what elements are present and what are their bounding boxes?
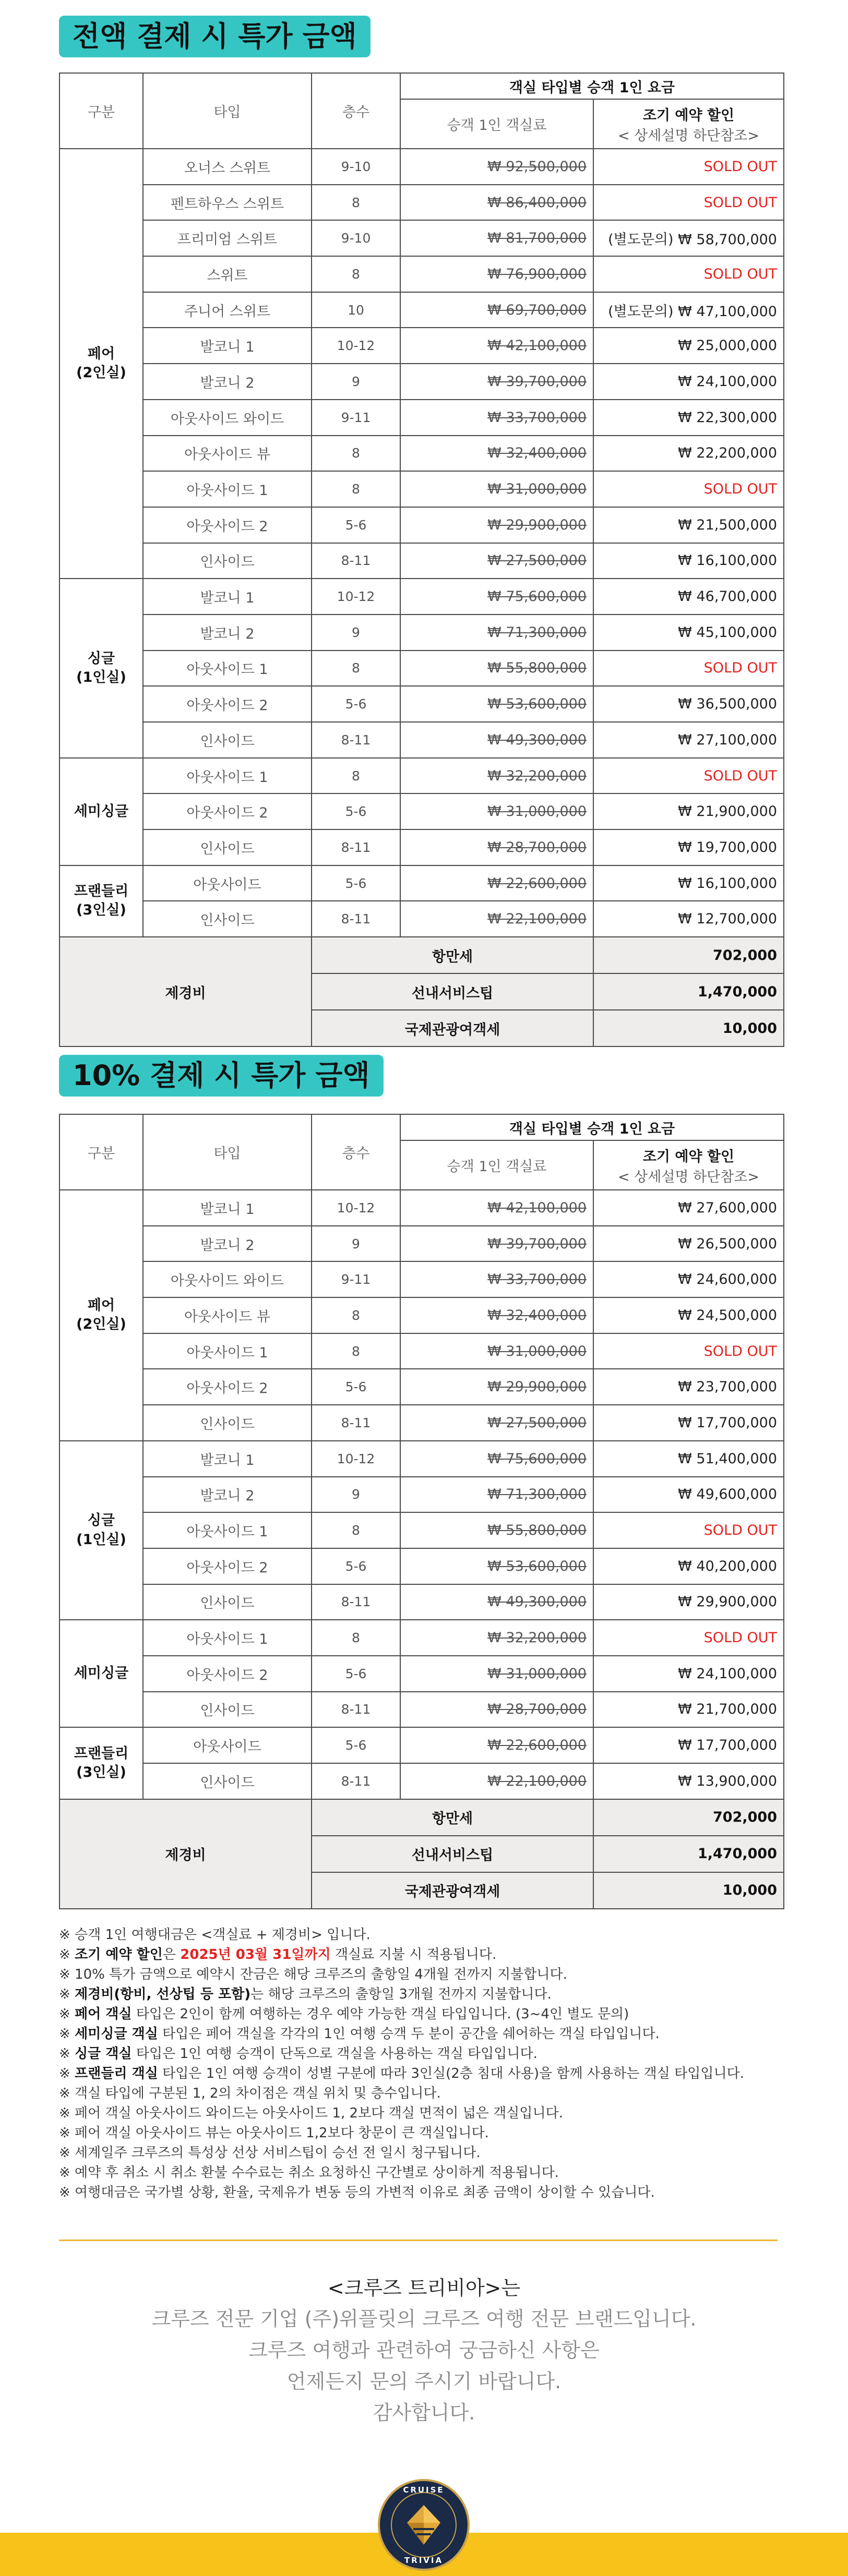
original-price: ₩ 22,600,000 bbox=[400, 1727, 593, 1763]
room-type: 아웃사이드 1 bbox=[143, 1620, 312, 1656]
original-price: ₩ 22,100,000 bbox=[400, 901, 593, 937]
original-price: ₩ 53,600,000 bbox=[400, 1548, 593, 1584]
room-type: 주니어 스위트 bbox=[143, 292, 312, 328]
category-label: 프랜들리 (3인실) bbox=[59, 1727, 143, 1799]
note-text: 타입은 1인 여행 승객이 성별 구분에 따라 3인실(2층 침대 사용)을 함께 사용하는 객실 타입입니다. bbox=[158, 2066, 744, 2081]
original-price: ₩ 22,100,000 bbox=[400, 1763, 593, 1799]
note-text: ※ bbox=[59, 2026, 75, 2042]
original-price: ₩ 76,900,000 bbox=[400, 256, 593, 292]
header-early bbox=[593, 99, 784, 149]
note-item bbox=[59, 2064, 790, 2084]
discount-price: ₩ 13,900,000 bbox=[593, 1763, 784, 1799]
note-text: 싱글 객실 bbox=[75, 2046, 132, 2062]
room-floor: 9 bbox=[312, 364, 400, 400]
room-type: 인사이드 bbox=[143, 1405, 312, 1441]
notes-list bbox=[59, 1925, 790, 2202]
original-price: ₩ 33,700,000 bbox=[400, 1261, 593, 1297]
table-row bbox=[59, 1441, 784, 1477]
note-text: 은 bbox=[162, 1947, 181, 1963]
fee-value: 10,000 bbox=[593, 1872, 784, 1909]
note-item bbox=[59, 2004, 790, 2024]
sold-out-badge: SOLD OUT bbox=[593, 149, 784, 185]
original-price: ₩ 55,800,000 bbox=[400, 651, 593, 687]
header-early bbox=[593, 1140, 784, 1190]
discount-price: ₩ 25,000,000 bbox=[593, 328, 784, 364]
table-row bbox=[59, 543, 784, 579]
original-price: ₩ 28,700,000 bbox=[400, 1692, 593, 1728]
fee-value: 702,000 bbox=[593, 1799, 784, 1836]
price-table-ten bbox=[59, 1114, 784, 1909]
room-type: 아웃사이드 2 bbox=[143, 686, 312, 722]
original-price: ₩ 75,600,000 bbox=[400, 1441, 593, 1477]
note-item bbox=[59, 1925, 790, 1945]
room-type: 발코니 1 bbox=[143, 1441, 312, 1477]
note-text: 페어 객실 bbox=[75, 2006, 132, 2022]
discount-price: ₩ 23,700,000 bbox=[593, 1369, 784, 1405]
note-text: ※ 페어 객실 아웃사이드 뷰는 아웃사이드 1,2보다 창문이 큰 객실입니다. bbox=[59, 2125, 489, 2141]
original-price: ₩ 32,400,000 bbox=[400, 1297, 593, 1333]
room-floor: 8 bbox=[312, 1297, 400, 1333]
room-floor: 8 bbox=[312, 651, 400, 687]
original-price: ₩ 31,000,000 bbox=[400, 1656, 593, 1692]
note-text: 객실료 지불 시 적용됩니다. bbox=[330, 1947, 497, 1963]
room-type: 프리미엄 스위트 bbox=[143, 220, 312, 256]
fee-name: 항만세 bbox=[312, 937, 593, 973]
room-floor: 8 bbox=[312, 436, 400, 472]
room-type: 아웃사이드 2 bbox=[143, 507, 312, 543]
room-floor: 8 bbox=[312, 1620, 400, 1656]
discount-price: ₩ 24,100,000 bbox=[593, 1656, 784, 1692]
category-label: 페어 (2인실) bbox=[59, 149, 143, 579]
fee-value: 1,470,000 bbox=[593, 1836, 784, 1872]
original-price: ₩ 31,000,000 bbox=[400, 471, 593, 507]
room-floor: 8-11 bbox=[312, 1692, 400, 1728]
sold-out-badge: SOLD OUT bbox=[593, 1620, 784, 1656]
fee-label: 제경비 bbox=[59, 1799, 312, 1909]
room-floor: 5-6 bbox=[312, 865, 400, 901]
room-type: 아웃사이드 2 bbox=[143, 793, 312, 829]
note-item bbox=[59, 1965, 790, 1984]
discount-price: ₩ 21,500,000 bbox=[593, 507, 784, 543]
discount-price: ₩ 21,700,000 bbox=[593, 1692, 784, 1728]
header-early-label: 조기 예약 할인 bbox=[642, 107, 735, 124]
table-row bbox=[59, 1226, 784, 1262]
note-text: ※ bbox=[59, 1947, 75, 1963]
original-price: ₩ 31,000,000 bbox=[400, 793, 593, 829]
fee-name: 선내서비스팁 bbox=[312, 1836, 593, 1872]
room-type: 인사이드 bbox=[143, 1763, 312, 1799]
table-row bbox=[59, 1190, 784, 1226]
room-type: 인사이드 bbox=[143, 722, 312, 758]
original-price: ₩ 69,700,000 bbox=[400, 292, 593, 328]
original-price: ₩ 33,700,000 bbox=[400, 400, 593, 436]
table-row bbox=[59, 220, 784, 256]
room-type: 발코니 2 bbox=[143, 364, 312, 400]
discount-price: ₩ 17,700,000 bbox=[593, 1405, 784, 1441]
original-price: ₩ 86,400,000 bbox=[400, 185, 593, 221]
category-label: 세미싱글 bbox=[59, 758, 143, 865]
original-price: ₩ 49,300,000 bbox=[400, 722, 593, 758]
room-type: 아웃사이드 1 bbox=[143, 758, 312, 794]
original-price: ₩ 39,700,000 bbox=[400, 1226, 593, 1262]
brand-heading: <크루즈 트리비아>는 bbox=[327, 2277, 521, 2300]
table-row bbox=[59, 471, 784, 507]
room-floor: 8 bbox=[312, 256, 400, 292]
discount-price: ₩ 16,100,000 bbox=[593, 543, 784, 579]
room-floor: 9-11 bbox=[312, 1261, 400, 1297]
sold-out-badge: SOLD OUT bbox=[593, 256, 784, 292]
room-floor: 9 bbox=[312, 615, 400, 651]
original-price: ₩ 71,300,000 bbox=[400, 1477, 593, 1513]
note-item bbox=[59, 2163, 790, 2183]
note-item bbox=[59, 2103, 790, 2123]
discount-price: ₩ 24,100,000 bbox=[593, 364, 784, 400]
original-price: ₩ 39,700,000 bbox=[400, 364, 593, 400]
room-floor: 9-10 bbox=[312, 149, 400, 185]
note-item bbox=[59, 1945, 790, 1965]
room-type: 발코니 1 bbox=[143, 1190, 312, 1226]
room-type: 오너스 스위트 bbox=[143, 149, 312, 185]
discount-price: ₩ 46,700,000 bbox=[593, 579, 784, 615]
room-floor: 8 bbox=[312, 758, 400, 794]
discount-price: ₩ 36,500,000 bbox=[593, 686, 784, 722]
note-text: ※ 객실 타입에 구분된 1, 2의 차이점은 객실 위치 및 층수입니다. bbox=[59, 2086, 441, 2101]
discount-price: ₩ 22,200,000 bbox=[593, 436, 784, 472]
room-floor: 8-11 bbox=[312, 829, 400, 865]
room-floor: 8-11 bbox=[312, 1405, 400, 1441]
table-row bbox=[59, 1261, 784, 1297]
discount-price: ₩ 16,100,000 bbox=[593, 865, 784, 901]
header-group: 객실 타입별 승객 1인 요금 bbox=[400, 1114, 784, 1140]
original-price: ₩ 31,000,000 bbox=[400, 1333, 593, 1369]
fee-name: 국제관광여객세 bbox=[312, 1872, 593, 1909]
brand-line: 언제든지 문의 주시기 바랍니다. bbox=[286, 2370, 562, 2393]
room-floor: 5-6 bbox=[312, 686, 400, 722]
note-text: 타입은 페어 객실을 각각의 1인 여행 승객 두 분이 공간을 쉐어하는 객실 타입입니다. bbox=[158, 2026, 660, 2042]
table-row bbox=[59, 436, 784, 472]
header-early-label: 조기 예약 할인 bbox=[642, 1148, 735, 1165]
room-floor: 10-12 bbox=[312, 328, 400, 364]
room-floor: 5-6 bbox=[312, 1656, 400, 1692]
brand-lines bbox=[0, 2303, 848, 2428]
room-type: 아웃사이드 뷰 bbox=[143, 436, 312, 472]
original-price: ₩ 27,500,000 bbox=[400, 1405, 593, 1441]
table-row bbox=[59, 1477, 784, 1513]
room-floor: 9 bbox=[312, 1477, 400, 1513]
note-text: ※ 세계일주 크루즈의 특성상 선상 서비스팁이 승선 전 일시 청구됩니다. bbox=[59, 2145, 481, 2161]
sold-out-badge: SOLD OUT bbox=[593, 651, 784, 687]
divider bbox=[59, 2240, 778, 2241]
note-text: 는 해당 크루즈의 출항일 3개월 전까지 지불합니다. bbox=[250, 1987, 552, 2002]
header-gubun: 구분 bbox=[59, 73, 143, 149]
table-row bbox=[59, 793, 784, 829]
note-text: ※ 여행대금은 국가별 상황, 환율, 국제유가 변동 등의 가변적 이유로 최종 금액이 상이할 수 있습니다. bbox=[59, 2185, 655, 2200]
table-row bbox=[59, 1548, 784, 1584]
room-floor: 10-12 bbox=[312, 1190, 400, 1226]
room-type: 인사이드 bbox=[143, 901, 312, 937]
header-floor: 층수 bbox=[312, 1114, 400, 1190]
original-price: ₩ 22,600,000 bbox=[400, 865, 593, 901]
room-floor: 9-10 bbox=[312, 220, 400, 256]
room-type: 아웃사이드 1 bbox=[143, 651, 312, 687]
fee-name: 항만세 bbox=[312, 1799, 593, 1836]
table-row bbox=[59, 1405, 784, 1441]
room-floor: 8-11 bbox=[312, 1584, 400, 1620]
discount-price: ₩ 29,900,000 bbox=[593, 1584, 784, 1620]
discount-price: ₩ 40,200,000 bbox=[593, 1548, 784, 1584]
table-row bbox=[59, 865, 784, 901]
table-row bbox=[59, 1297, 784, 1333]
category-label: 페어 (2인실) bbox=[59, 1190, 143, 1441]
table-row bbox=[59, 615, 784, 651]
table-row bbox=[59, 364, 784, 400]
room-floor: 5-6 bbox=[312, 1548, 400, 1584]
room-type: 인사이드 bbox=[143, 543, 312, 579]
fee-name: 국제관광여객세 bbox=[312, 1010, 593, 1046]
note-item bbox=[59, 2084, 790, 2103]
room-type: 발코니 2 bbox=[143, 615, 312, 651]
table-row bbox=[59, 1369, 784, 1405]
category-label: 싱글 (1인실) bbox=[59, 1441, 143, 1620]
discount-price: ₩ 27,100,000 bbox=[593, 722, 784, 758]
note-text: ※ 예약 후 취소 시 취소 환불 수수료는 취소 요청하신 구간별로 상이하게 적용됩니다. bbox=[59, 2165, 559, 2181]
room-floor: 9-11 bbox=[312, 400, 400, 436]
discount-price: ₩ 27,600,000 bbox=[593, 1190, 784, 1226]
original-price: ₩ 29,900,000 bbox=[400, 507, 593, 543]
brand-line: 크루즈 여행과 관련하여 궁금하신 사항은 bbox=[248, 2339, 600, 2362]
room-floor: 8 bbox=[312, 1333, 400, 1369]
table-row bbox=[59, 579, 784, 615]
header-gubun: 구분 bbox=[59, 1114, 143, 1190]
cruise-trivia-logo bbox=[377, 2478, 471, 2572]
table-row bbox=[59, 1692, 784, 1728]
category-label: 싱글 (1인실) bbox=[59, 579, 143, 757]
note-item bbox=[59, 2123, 790, 2143]
fee-value: 702,000 bbox=[593, 937, 784, 973]
room-type: 아웃사이드 1 bbox=[143, 471, 312, 507]
room-type: 아웃사이드 뷰 bbox=[143, 1297, 312, 1333]
room-type: 아웃사이드 bbox=[143, 1727, 312, 1763]
table-row bbox=[59, 185, 784, 221]
table-row bbox=[59, 1656, 784, 1692]
category-label: 프랜들리 (3인실) bbox=[59, 865, 143, 937]
room-type: 아웃사이드 1 bbox=[143, 1512, 312, 1548]
room-floor: 8-11 bbox=[312, 543, 400, 579]
header-type: 타입 bbox=[143, 73, 312, 149]
discount-price: ₩ 24,600,000 bbox=[593, 1261, 784, 1297]
discount-price: (별도문의) ₩ 47,100,000 bbox=[593, 292, 784, 328]
discount-price: ₩ 19,700,000 bbox=[593, 829, 784, 865]
room-type: 발코니 1 bbox=[143, 328, 312, 364]
header-price: 승객 1인 객실료 bbox=[400, 1140, 593, 1190]
fee-row bbox=[59, 1799, 784, 1836]
original-price: ₩ 55,800,000 bbox=[400, 1512, 593, 1548]
note-text: ※ 10% 특가 금액으로 예약시 잔금은 해당 크루즈의 출항일 4개월 전까지 지불합니다. bbox=[59, 1967, 567, 1982]
discount-price: ₩ 51,400,000 bbox=[593, 1441, 784, 1477]
note-item bbox=[59, 2143, 790, 2163]
sold-out-badge: SOLD OUT bbox=[593, 1333, 784, 1369]
original-price: ₩ 75,600,000 bbox=[400, 579, 593, 615]
price-table-full bbox=[59, 73, 784, 1047]
table-row bbox=[59, 400, 784, 436]
note-text: ※ bbox=[59, 2006, 75, 2022]
note-text: 2025년 03월 31일까지 bbox=[180, 1947, 331, 1963]
table-row bbox=[59, 1584, 784, 1620]
note-text: 타입은 1인 여행 승객이 단독으로 객실을 사용하는 객실 타입입니다. bbox=[132, 2046, 538, 2062]
original-price: ₩ 81,700,000 bbox=[400, 220, 593, 256]
note-text: 조기 예약 할인 bbox=[75, 1947, 163, 1963]
room-type: 펜트하우스 스위트 bbox=[143, 185, 312, 221]
note-item bbox=[59, 2183, 790, 2202]
original-price: ₩ 32,200,000 bbox=[400, 1620, 593, 1656]
table-row bbox=[59, 651, 784, 687]
original-price: ₩ 42,100,000 bbox=[400, 1190, 593, 1226]
fee-row bbox=[59, 937, 784, 973]
note-text: 프랜들리 객실 bbox=[75, 2066, 158, 2081]
table-row bbox=[59, 292, 784, 328]
original-price: ₩ 27,500,000 bbox=[400, 543, 593, 579]
note-text: ※ bbox=[59, 1987, 75, 2002]
note-item bbox=[59, 2044, 790, 2064]
room-floor: 5-6 bbox=[312, 507, 400, 543]
header-group: 객실 타입별 승객 1인 요금 bbox=[400, 73, 784, 99]
discount-price: ₩ 22,300,000 bbox=[593, 400, 784, 436]
room-type: 아웃사이드 2 bbox=[143, 1548, 312, 1584]
category-label: 세미싱글 bbox=[59, 1620, 143, 1727]
discount-price: ₩ 24,500,000 bbox=[593, 1297, 784, 1333]
sold-out-badge: SOLD OUT bbox=[593, 1512, 784, 1548]
table-row bbox=[59, 1620, 784, 1656]
section-ten-title: 10% 결제 시 특가 금액 bbox=[59, 1055, 384, 1097]
logo-top-text: CRUISE bbox=[403, 2485, 445, 2495]
original-price: ₩ 32,400,000 bbox=[400, 436, 593, 472]
original-price: ₩ 28,700,000 bbox=[400, 829, 593, 865]
sold-out-badge: SOLD OUT bbox=[593, 758, 784, 794]
note-text: ※ 페어 객실 아웃사이드 와이드는 아웃사이드 1, 2보다 객실 면적이 넓은 객실입니다. bbox=[59, 2105, 564, 2121]
room-type: 아웃사이드 와이드 bbox=[143, 1261, 312, 1297]
header-type: 타입 bbox=[143, 1114, 312, 1190]
room-floor: 10 bbox=[312, 292, 400, 328]
header-early-sub: < 상세설명 하단참조> bbox=[617, 1169, 760, 1185]
fee-value: 1,470,000 bbox=[593, 973, 784, 1010]
fee-value: 10,000 bbox=[593, 1010, 784, 1046]
room-type: 발코니 2 bbox=[143, 1477, 312, 1513]
fee-label: 제경비 bbox=[59, 937, 312, 1046]
table-row bbox=[59, 758, 784, 794]
room-floor: 5-6 bbox=[312, 793, 400, 829]
original-price: ₩ 49,300,000 bbox=[400, 1584, 593, 1620]
note-text: ※ 승객 1인 여행대금은 <객실료 + 제경비> 입니다. bbox=[59, 1927, 371, 1943]
discount-price: ₩ 49,600,000 bbox=[593, 1477, 784, 1513]
room-type: 발코니 1 bbox=[143, 579, 312, 615]
original-price: ₩ 29,900,000 bbox=[400, 1369, 593, 1405]
discount-price: ₩ 12,700,000 bbox=[593, 901, 784, 937]
discount-price: ₩ 45,100,000 bbox=[593, 615, 784, 651]
note-text: 세미싱글 객실 bbox=[75, 2026, 158, 2042]
room-type: 아웃사이드 2 bbox=[143, 1369, 312, 1405]
room-type: 스위트 bbox=[143, 256, 312, 292]
original-price: ₩ 42,100,000 bbox=[400, 328, 593, 364]
room-type: 아웃사이드 2 bbox=[143, 1656, 312, 1692]
room-type: 아웃사이드 와이드 bbox=[143, 400, 312, 436]
note-text: ※ bbox=[59, 2046, 75, 2062]
room-type: 아웃사이드 bbox=[143, 865, 312, 901]
table-row bbox=[59, 1333, 784, 1369]
note-text: 제경비(항비, 선상팁 등 포함) bbox=[75, 1987, 251, 2002]
table-row bbox=[59, 1512, 784, 1548]
room-type: 인사이드 bbox=[143, 829, 312, 865]
table-row bbox=[59, 1727, 784, 1763]
fee-name: 선내서비스팁 bbox=[312, 973, 593, 1010]
brand-line: 감사합니다. bbox=[373, 2401, 475, 2424]
room-floor: 8-11 bbox=[312, 901, 400, 937]
original-price: ₩ 53,600,000 bbox=[400, 686, 593, 722]
room-floor: 10-12 bbox=[312, 1441, 400, 1477]
sold-out-badge: SOLD OUT bbox=[593, 185, 784, 221]
room-floor: 8-11 bbox=[312, 722, 400, 758]
room-floor: 5-6 bbox=[312, 1369, 400, 1405]
room-type: 아웃사이드 1 bbox=[143, 1333, 312, 1369]
table-row bbox=[59, 507, 784, 543]
header-early-sub: < 상세설명 하단참조> bbox=[617, 127, 760, 144]
discount-price: ₩ 21,900,000 bbox=[593, 793, 784, 829]
table-row bbox=[59, 328, 784, 364]
note-item bbox=[59, 1984, 790, 2004]
note-text: 타입은 2인이 함께 여행하는 경우 예약 가능한 객실 타입입니다. (3~4인 별도 문의) bbox=[132, 2006, 629, 2022]
room-floor: 8 bbox=[312, 185, 400, 221]
table-row bbox=[59, 686, 784, 722]
discount-price: ₩ 26,500,000 bbox=[593, 1226, 784, 1262]
brand-line: 크루즈 전문 기업 (주)위플릿의 크루즈 여행 전문 브랜드입니다. bbox=[151, 2307, 697, 2330]
original-price: ₩ 92,500,000 bbox=[400, 149, 593, 185]
note-item bbox=[59, 2024, 790, 2044]
room-floor: 10-12 bbox=[312, 579, 400, 615]
logo-bottom-text: TRIVIA bbox=[404, 2556, 444, 2565]
room-type: 인사이드 bbox=[143, 1584, 312, 1620]
sold-out-badge: SOLD OUT bbox=[593, 471, 784, 507]
table-row bbox=[59, 256, 784, 292]
note-text: ※ bbox=[59, 2066, 75, 2081]
discount-price: (별도문의) ₩ 58,700,000 bbox=[593, 220, 784, 256]
room-floor: 8 bbox=[312, 471, 400, 507]
original-price: ₩ 32,200,000 bbox=[400, 758, 593, 794]
room-type: 발코니 2 bbox=[143, 1226, 312, 1262]
room-floor: 5-6 bbox=[312, 1727, 400, 1763]
room-type: 인사이드 bbox=[143, 1692, 312, 1728]
table-row bbox=[59, 901, 784, 937]
discount-price: ₩ 17,700,000 bbox=[593, 1727, 784, 1763]
original-price: ₩ 71,300,000 bbox=[400, 615, 593, 651]
table-row bbox=[59, 829, 784, 865]
table-row bbox=[59, 149, 784, 185]
table-row bbox=[59, 722, 784, 758]
table-row bbox=[59, 1763, 784, 1799]
room-floor: 8 bbox=[312, 1512, 400, 1548]
header-price: 승객 1인 객실료 bbox=[400, 99, 593, 149]
room-floor: 8-11 bbox=[312, 1763, 400, 1799]
section-full-title: 전액 결제 시 특가 금액 bbox=[59, 16, 371, 57]
room-floor: 9 bbox=[312, 1226, 400, 1262]
header-floor: 층수 bbox=[312, 73, 400, 149]
